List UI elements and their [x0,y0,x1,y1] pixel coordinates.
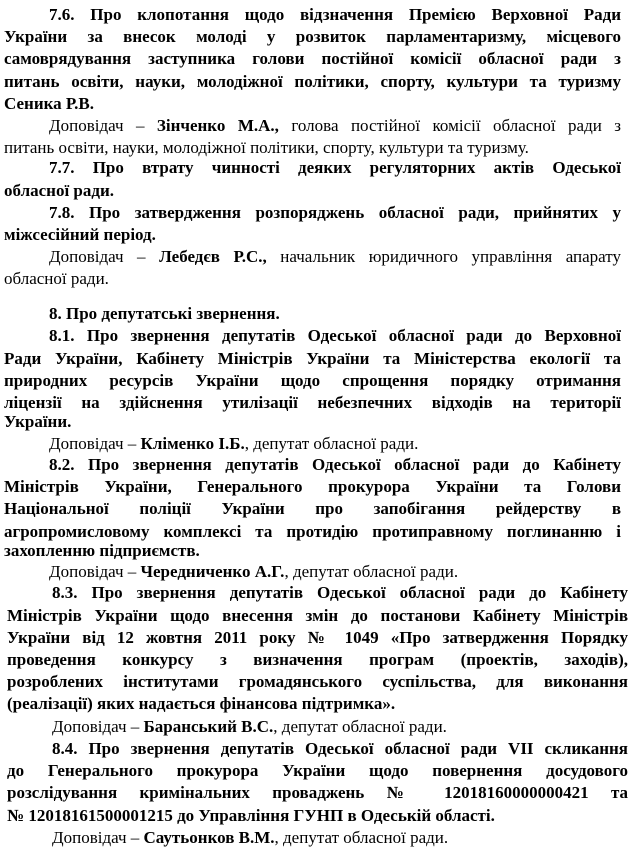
reporter-prefix: Доповідач – [49,562,141,582]
item-8-2-line-4: агропромисловому комплексі та протидію протиправному поглинанню і [4,521,621,541]
reporter-name: Саутьонков В.М. [143,827,275,847]
reporter-prefix: Доповідач – [49,115,157,135]
reporter-role: , депутат обласної ради. [284,562,459,582]
item-8-3-line-6: (реалізації) яких надається фінансова підтримка». [7,694,396,714]
reporter-role: , депутат обласної ради. [274,827,449,847]
reporter-name: Лебедєв Р.С., [159,247,267,267]
reporter-name: Чередниченко А.Г. [140,562,285,582]
item-8-4-line-2: до Генерального прокурора України щодо повернення досудового [7,761,628,781]
item-7-7-line-1: 7.7. Про втрату чинності деяких регуляторних актів Одеської [49,158,621,178]
reporter-role: начальник юридичного управління апарату [266,247,621,267]
item-7-8-reporter-continuation: обласної ради. [4,269,109,289]
reporter-name: Зінченко М.А., [156,115,279,135]
reporter-prefix: Доповідач – [49,433,141,453]
item-8-4-reporter [52,827,448,848]
reporter-role: , депутат обласної ради. [273,716,447,736]
item-7-6-line-5: Сеника Р.В. [4,93,95,113]
item-8-3-line-3: України від 12 жовтня 2011 року № 1049 «Про затвердження Порядку [7,627,628,647]
item-7-6-reporter [49,115,621,136]
item-8-3-line-4: проведення конкурсу з визначення програм (проектів, заходів), [7,650,628,669]
item-8-1-line-4: ліцензії на здійснення утилізації небезпечних відходів на території [4,393,621,413]
item-7-6-line-4: питань освіти, науки, молодіжної політики, спорту, культури та туризму [4,71,621,91]
reporter-name: Кліменко І.Б. [140,433,245,453]
item-8-3-line-1: 8.3. Про звернення депутатів Одеської обласної ради до Кабінету [52,583,628,603]
reporter-role: голова постійної комісії обласної ради з [278,115,622,135]
item-8-2-line-2: Міністрів України, Генерального прокурора України та Голови [4,477,621,497]
item-7-8-line-2: міжсесійний період. [4,225,156,245]
item-7-6-line-1: 7.6. Про клопотання щодо відзначення Премією Верховної Ради [49,4,621,24]
item-7-6-reporter-continuation: питань освіти, науки, молодіжної політики, спорту, культури та туризму. [4,138,529,158]
item-7-8-line-1: 7.8. Про затвердження розпоряджень обласної ради, прийнятих у [49,202,621,222]
item-8-1-line-1: 8.1. Про звернення депутатів Одеської обласної ради до Верховної [49,326,621,346]
item-8-2-reporter [49,561,458,582]
item-8-1-line-5: України. [4,412,72,432]
item-7-7-line-2: обласної ради. [4,180,115,200]
item-8-2-line-1: 8.2. Про звернення депутатів Одеської обласної ради до Кабінету [49,454,621,474]
item-8-2-line-5: захопленню підприємств. [4,540,200,560]
reporter-prefix: Доповідач – [52,827,144,847]
item-8-4-line-3: розслідування кримінальних проваджень № 12018160000000421 та [7,783,628,803]
item-8-4-line-1: 8.4. Про звернення депутатів Одеської обласної ради VII скликання [52,738,628,758]
reporter-prefix: Доповідач – [52,716,144,736]
reporter-prefix: Доповідач – [49,247,160,267]
section-8-heading: 8. Про депутатські звернення. [49,304,280,324]
reporter-name: Баранський В.С. [143,716,274,736]
item-8-3-reporter [52,716,447,737]
item-7-8-reporter [49,246,621,267]
item-8-3-line-5: розроблених інститутами громадянського суспільства, для виконання [7,672,628,692]
item-7-6-line-3: самоврядування заступника голови постійної комісії обласної ради з [4,49,621,69]
reporter-role: , депутат обласної ради. [244,433,419,453]
item-7-6-line-2: України за внесок молоді у розвиток парламентаризму, місцевого [4,27,621,47]
item-8-1-line-3: природних ресурсів України щодо спрощення порядку отримання [4,370,621,390]
item-8-2-line-3: Національної поліції України про запобігання рейдерству в [4,499,621,519]
item-8-3-line-2: Міністрів України щодо внесення змін до постанови Кабінету Міністрів [7,605,628,625]
item-8-4-line-4: № 12018161500001215 до Управління ГУНП в Одеській області. [7,805,495,825]
item-8-1-reporter [49,433,418,454]
item-8-1-line-2: Ради України, Кабінету Міністрів України та Міністерства екології та [4,348,621,368]
